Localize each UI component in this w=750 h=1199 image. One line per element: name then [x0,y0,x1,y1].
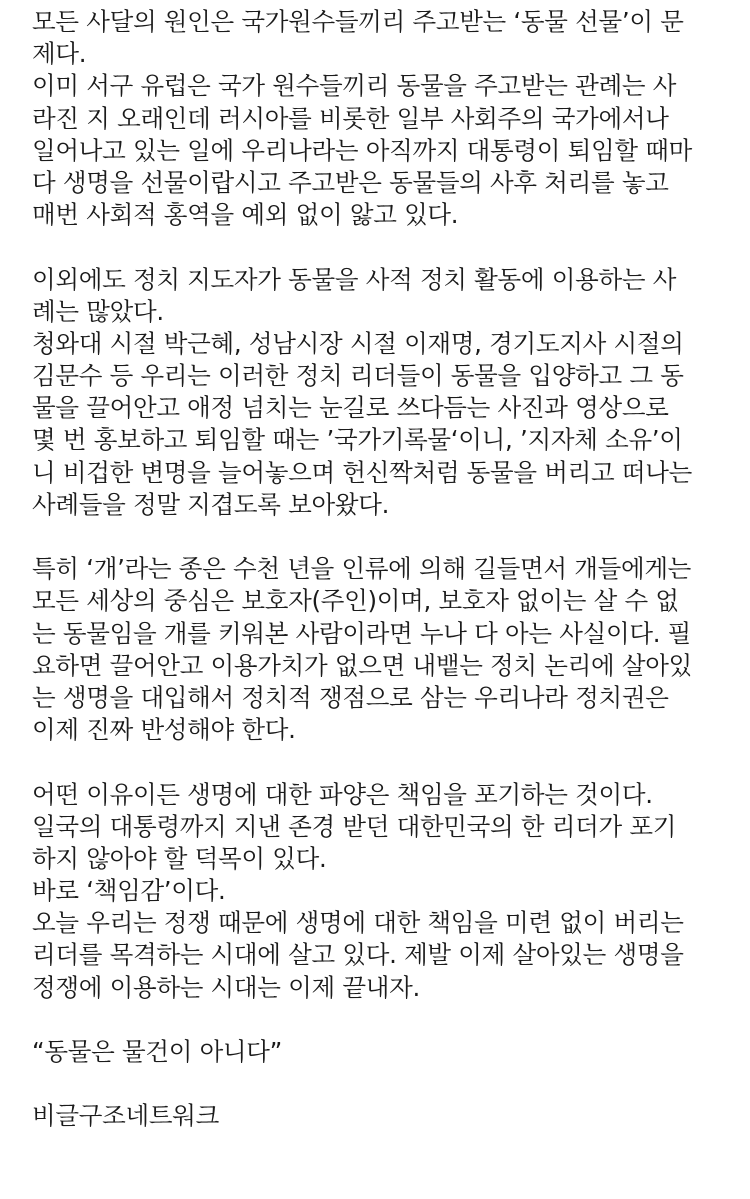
article-body [32,6,722,1133]
text-line: 이외에도 정치 지도자가 동물을 사적 정치 활동에 이용하는 사 [32,264,677,294]
paragraph-gap [32,746,722,778]
signature-line: 비글구조네트워크 [32,1101,219,1131]
text-line: 일어나고 있는 일에 우리나라는 아직까지 대통령이 퇴임할 때마 [32,135,692,165]
text-line: 매번 사회적 홍역을 예외 없이 앓고 있다. [32,200,459,230]
text-line: 특히 ‘개’라는 종은 수천 년을 인류에 의해 길들면서 개들에게는 [32,554,692,584]
text-line: 니 비겁한 변명을 늘어놓으며 헌신짝처럼 동물을 버리고 떠나는 [32,457,692,487]
text-line: 이미 서구 유럽은 국가 원수들끼리 동물을 주고받는 관례는 사 [32,71,677,101]
text-line: 모든 사달의 원인은 국가원수들끼리 주고받는 ‘동물 선물’이 문 [32,7,684,36]
text-line: 김문수 등 우리는 이러한 정치 리더들이 동물을 입양하고 그 동 [32,361,684,391]
text-line: 라진 지 오래인데 러시아를 비롯한 일부 사회주의 국가에서나 [32,103,669,133]
text-line: 일국의 대통령까지 지낸 존경 받던 대한민국의 한 리더가 포기 [32,811,677,841]
paragraph-gap [32,1068,722,1100]
text-line: 이제 진짜 반성해야 한다. [32,715,296,745]
text-line: 물을 끌어안고 애정 넘치는 눈길로 쓰다듬는 사진과 영상으로 [32,393,669,423]
quote-line: “동물은 물건이 아니다” [32,1037,283,1066]
text-line: 요하면 끌어안고 이용가치가 없으면 내뱉는 정치 논리에 살아있 [32,650,692,680]
text-line: 바로 ‘책임감’이다. [32,876,226,906]
text-line: 례는 많았다. [32,296,164,326]
text-line: 다 생명을 선물이랍시고 주고받은 동물들의 사후 처리를 놓고 [32,167,669,197]
text-line: 하지 않아야 할 덕목이 있다. [32,843,327,873]
text-line: 리더를 목격하는 시대에 살고 있다. 제발 이제 살아있는 생명을 [32,940,684,970]
paragraph-gap [32,1004,722,1036]
text-line: 청와대 시절 박근혜, 성남시장 시절 이재명, 경기도지사 시절의 [32,328,684,358]
text-line: 정쟁에 이용하는 시대는 이제 끝내자. [32,972,420,1002]
text-line: 어떤 이유이든 생명에 대한 파양은 책임을 포기하는 것이다. [32,779,653,809]
text-line: 모든 세상의 중심은 보호자(주인)이며, 보호자 없이는 살 수 없 [32,586,679,616]
text-line: 오늘 우리는 정쟁 때문에 생명에 대한 책임을 미련 없이 버리는 [32,908,684,938]
paragraph-gap [32,231,722,263]
text-line: 제다. [32,39,87,69]
text-line: 몇 번 홍보하고 퇴임할 때는 ’국가기록물‘이니, ’지자체 소유’이 [32,425,683,455]
text-line: 는 동물임을 개를 키워본 사람이라면 누나 다 아는 사실이다. 필 [32,618,692,648]
paragraph-gap [32,521,722,553]
text-line: 사례들을 정말 지겹도록 보아왔다. [32,489,390,519]
text-line: 는 생명을 대입해서 정치적 쟁점으로 삼는 우리나라 정치권은 [32,682,669,712]
